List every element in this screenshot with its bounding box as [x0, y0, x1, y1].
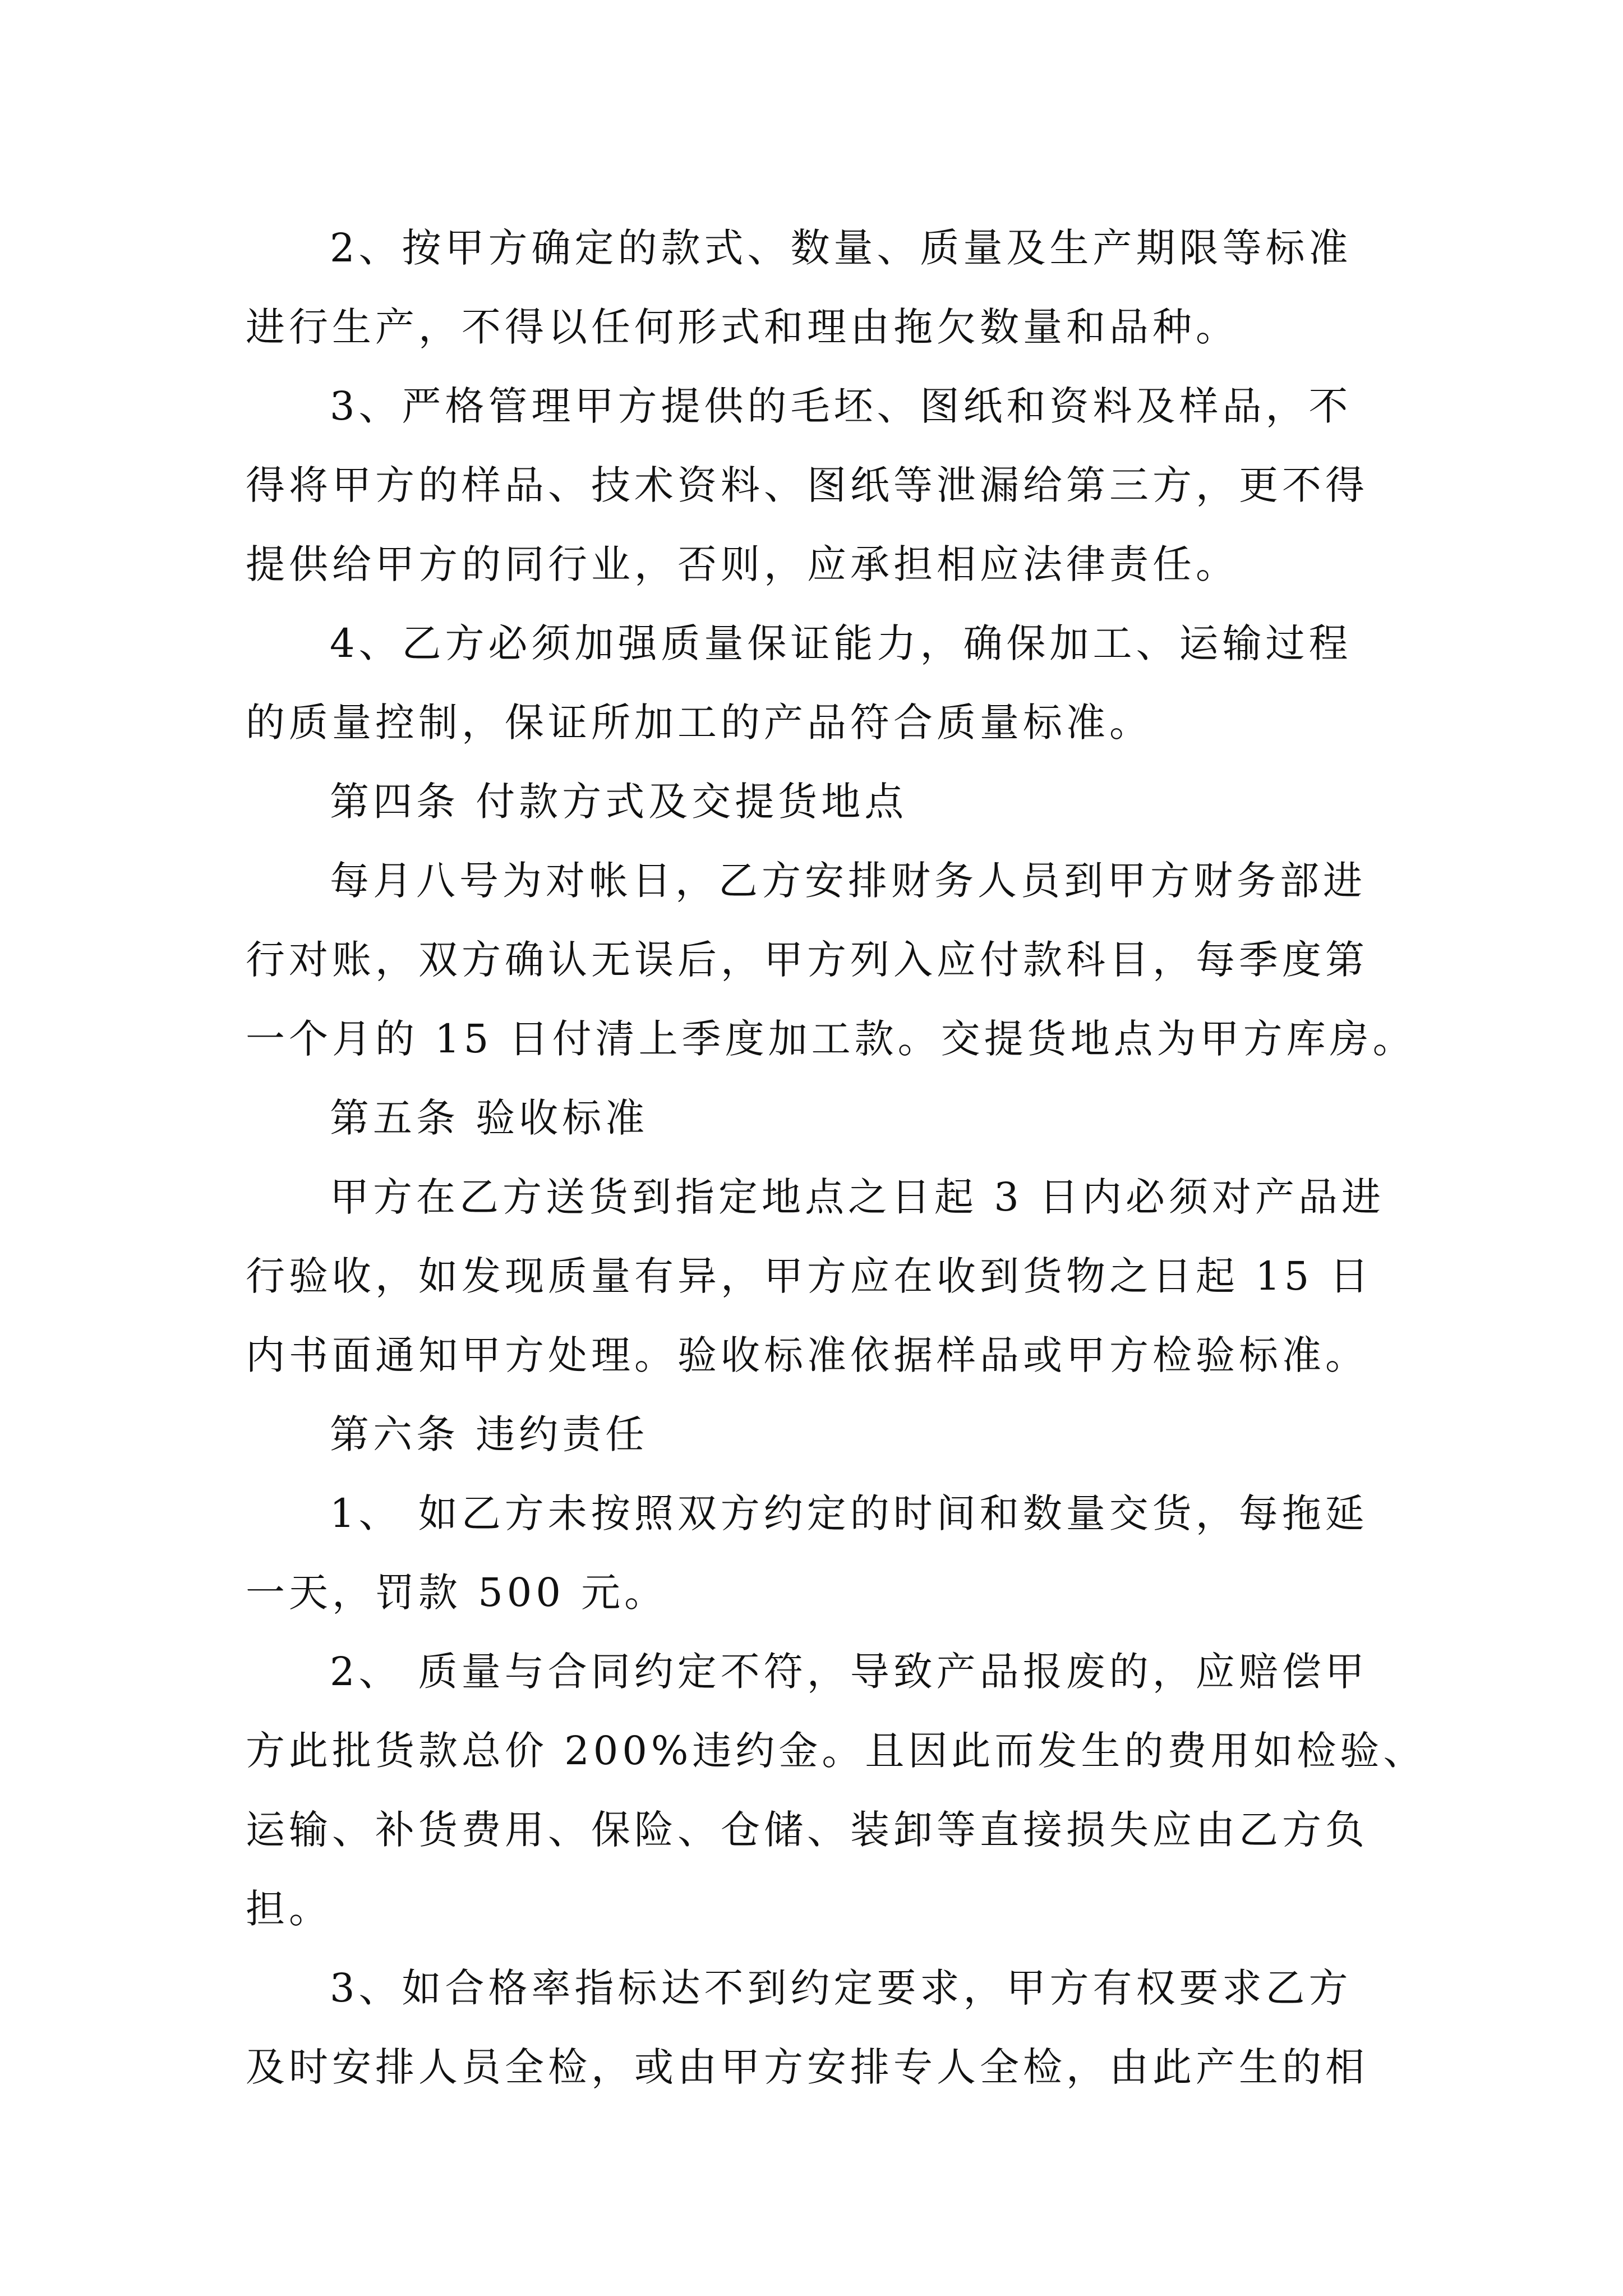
- text-line: 运输、补货费用、保险、仓储、装卸等直接损失应由乙方负: [246, 1807, 1368, 1853]
- clause-6-item-2: [246, 1632, 1427, 1949]
- text-line: 4、乙方必须加强质量保证能力，确保加工、运输过程: [330, 620, 1352, 666]
- text-line: 3、如合格率指标达不到约定要求，甲方有权要求乙方: [330, 1965, 1352, 2011]
- clause-4-body: [246, 841, 1416, 1079]
- text-line: 甲方在乙方送货到指定地点之日起 3 日内必须对产品进: [330, 1174, 1385, 1220]
- text-line: 一天，罚款 500 元。: [246, 1570, 668, 1616]
- section-heading: 第六条 违约责任: [330, 1411, 649, 1457]
- text-line: 1、 如乙方未按照双方约定的时间和数量交货，每拖延: [330, 1490, 1368, 1536]
- section-heading: 第五条 验收标准: [330, 1095, 649, 1141]
- text-line: 及时安排人员全检，或由甲方安排专人全检，由此产生的相: [246, 2044, 1368, 2090]
- text-line: 方此批货款总价 200%违约金。且因此而发生的费用如检验、: [246, 1728, 1427, 1774]
- text-line: 进行生产，不得以任何形式和理由拖欠数量和品种。: [246, 304, 1239, 350]
- clause-5-body: [246, 1158, 1384, 1395]
- text-line: 的质量控制，保证所加工的产品符合质量标准。: [246, 700, 1152, 746]
- text-line: 担。: [246, 1886, 332, 1932]
- text-line: 提供给甲方的同行业，否则，应承担相应法律责任。: [246, 541, 1239, 587]
- clause-5-heading: [246, 1079, 1384, 1158]
- clause-4-heading: [246, 762, 1384, 841]
- text-line: 2、按甲方确定的款式、数量、质量及生产期限等标准: [330, 225, 1352, 271]
- section-heading: 第四条 付款方式及交提货地点: [330, 779, 908, 825]
- text-line: 2、 质量与合同约定不符，导致产品报废的，应赔偿甲: [330, 1649, 1368, 1695]
- text-line: 行对账，双方确认无误后，甲方列入应付款科目，每季度第: [246, 937, 1368, 983]
- clause-3-item-2: [246, 209, 1384, 367]
- text-line: 一个月的 15 日付清上季度加工款。交提货地点为甲方库房。: [246, 1016, 1416, 1062]
- document-body: [246, 209, 1427, 2107]
- clause-3-item-4: [246, 604, 1384, 762]
- text-line: 3、严格管理甲方提供的毛坯、图纸和资料及样品，不: [330, 383, 1352, 429]
- clause-6-heading: [246, 1395, 1384, 1474]
- text-line: 得将甲方的样品、技术资料、图纸等泄漏给第三方，更不得: [246, 462, 1368, 508]
- text-line: 每月八号为对帐日，乙方安排财务人员到甲方财务部进: [330, 858, 1366, 904]
- text-line: 行验收，如发现质量有异，甲方应在收到货物之日起 15 日: [246, 1253, 1373, 1299]
- clause-6-item-3: [246, 1949, 1384, 2107]
- clause-3-item-3: [246, 367, 1384, 604]
- text-line: 内书面通知甲方处理。验收标准依据样品或甲方检验标准。: [246, 1332, 1368, 1378]
- clause-6-item-1: [246, 1474, 1384, 1632]
